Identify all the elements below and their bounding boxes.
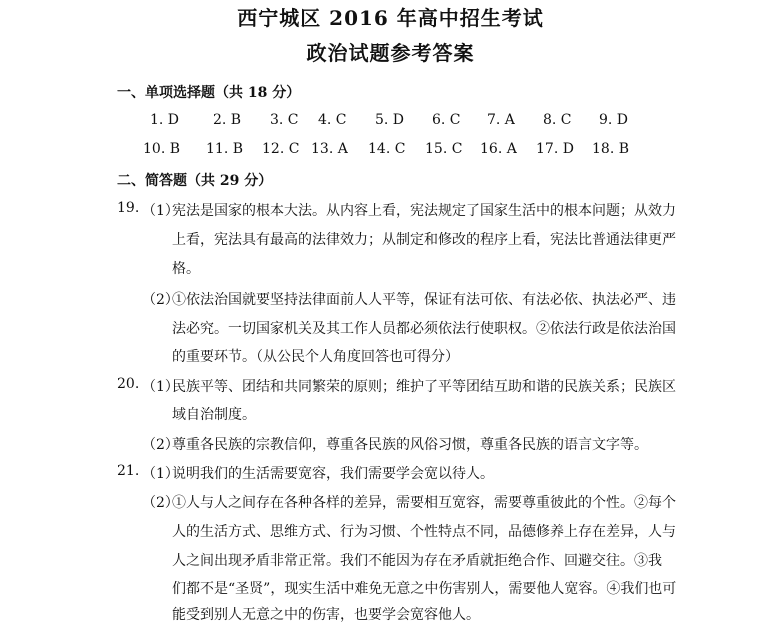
q21-part-2-line-2: 人的生活方式、思维方式、行为习惯、个性特点不同，品德修养上存在差异，人与 <box>172 524 676 540</box>
q21-part-2-line-1: ①人与人之间存在各种各样的差异，需要相互宽容，需要尊重彼此的个性。②每个 <box>172 495 676 511</box>
mc-answer-7: 7. A <box>487 112 515 128</box>
q21-part-2-label: （2） <box>142 495 179 511</box>
q21-part-2-line-4: 们都不是“圣贤”，现实生活中难免无意之中伤害别人，需要他人宽容。④我们也可 <box>172 581 677 597</box>
question-number-20: 20. <box>117 376 140 392</box>
mc-answer-13: 13. A <box>311 141 348 157</box>
mc-answer-15: 15. C <box>425 141 463 157</box>
q21-part-2-line-5: 能受到别人无意之中的伤害，也要学会宽容他人。 <box>172 607 480 623</box>
mc-answer-18: 18. B <box>592 141 630 157</box>
page-title: 西宁城区 2016 年高中招生考试 <box>237 6 544 30</box>
q19-part-1-line-1: 宪法是国家的根本大法。从内容上看，宪法规定了国家生活中的根本问题；从效力 <box>172 203 676 219</box>
question-number-19: 19. <box>117 200 140 216</box>
q19-part-2-line-3: 的重要环节。（从公民个人角度回答也可得分） <box>172 349 459 365</box>
section-heading-short-answer: 二、简答题（共 29 分） <box>117 173 273 189</box>
mc-answer-5: 5. D <box>375 112 405 128</box>
mc-answer-14: 14. C <box>368 141 406 157</box>
mc-answer-8: 8. C <box>543 112 572 128</box>
q21-part-1-line-1: 说明我们的生活需要宽容，我们需要学会宽以待人。 <box>172 466 494 482</box>
mc-answer-16: 16. A <box>480 141 517 157</box>
mc-answer-9: 9. D <box>599 112 629 128</box>
q19-part-2-line-2: 法必究。一切国家机关及其工作人员都必须依法行使职权。②依法行政是依法治国 <box>172 321 676 337</box>
section-heading-multiple-choice: 一、单项选择题（共 18 分） <box>117 85 301 101</box>
q20-part-1-line-2: 域自治制度。 <box>172 407 256 423</box>
mc-answer-4: 4. C <box>318 112 347 128</box>
q20-part-2-line-1: 尊重各民族的宗教信仰，尊重各民族的风俗习惯，尊重各民族的语言文字等。 <box>172 437 648 453</box>
mc-answer-11: 11. B <box>206 141 244 157</box>
question-number-21: 21. <box>117 463 140 479</box>
page-subtitle: 政治试题参考答案 <box>306 41 475 65</box>
q20-part-1-label: （1） <box>142 379 179 395</box>
q20-part-1-line-1: 民族平等、团结和共同繁荣的原则；维护了平等团结互助和谐的民族关系；民族区 <box>172 379 676 395</box>
mc-answer-17: 17. D <box>536 141 574 157</box>
mc-answer-10: 10. B <box>143 141 181 157</box>
mc-answer-2: 2. B <box>213 112 242 128</box>
mc-answer-1: 1. D <box>150 112 180 128</box>
q21-part-2-line-3: 人之间出现矛盾非常正常。我们不能因为存在矛盾就拒绝合作、回避交往。③我 <box>172 553 662 569</box>
q19-part-2-label: （2） <box>142 292 179 308</box>
q21-part-1-label: （1） <box>142 466 179 482</box>
mc-answer-12: 12. C <box>262 141 300 157</box>
q19-part-2-line-1: ①依法治国就要坚持法律面前人人平等，保证有法可依、有法必依、执法必严、违 <box>172 292 676 308</box>
mc-answer-6: 6. C <box>432 112 461 128</box>
mc-answer-3: 3. C <box>270 112 299 128</box>
q19-part-1-label: （1） <box>142 203 179 219</box>
q19-part-1-line-3: 格。 <box>172 261 200 277</box>
q19-part-1-line-2: 上看，宪法具有最高的法律效力；从制定和修改的程序上看，宪法比普通法律更严 <box>172 232 676 248</box>
q20-part-2-label: （2） <box>142 437 179 453</box>
